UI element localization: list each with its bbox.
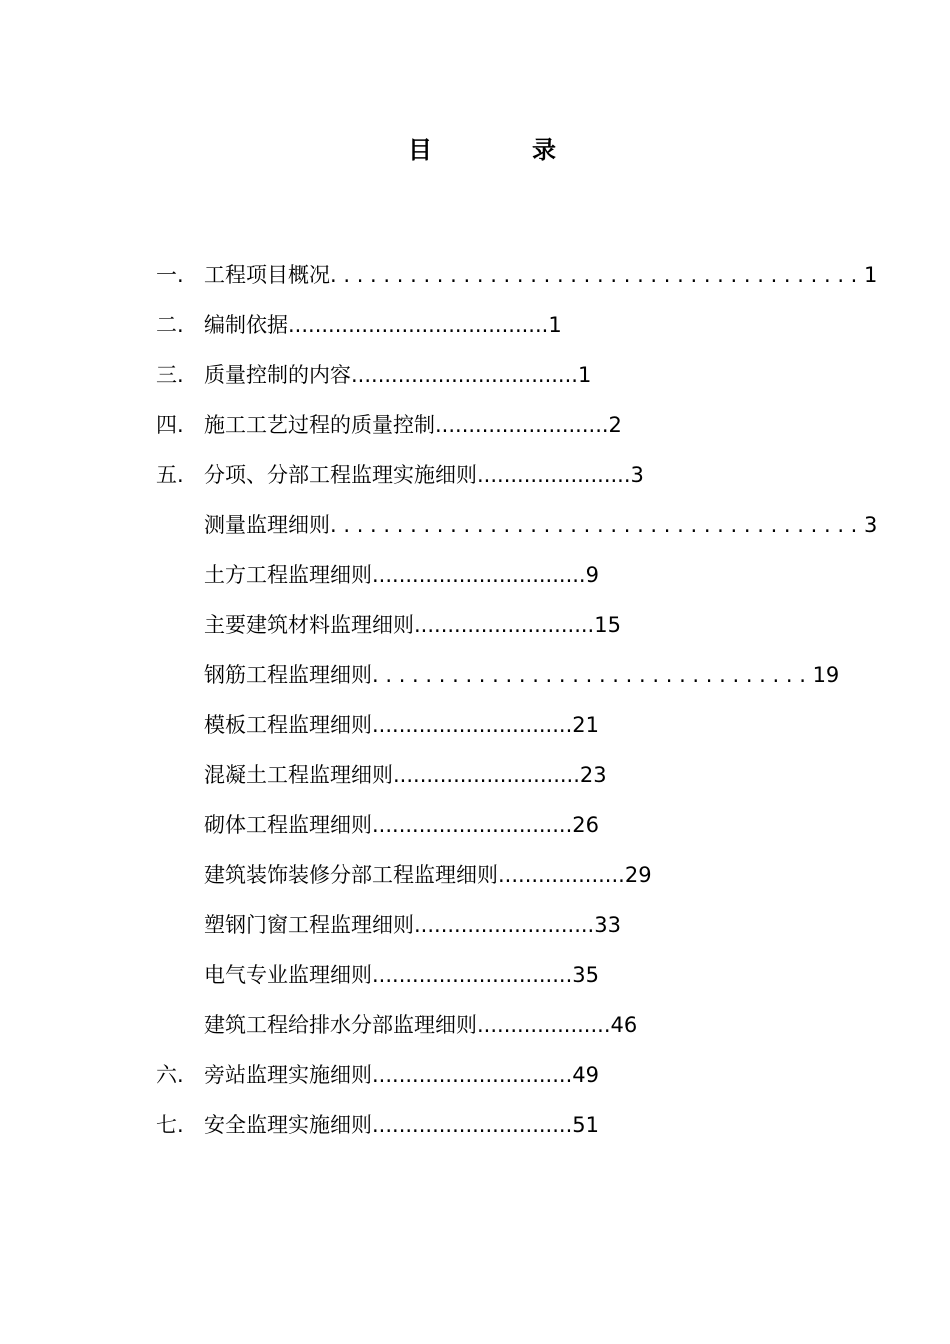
toc-entry-number: 一. [156,263,184,287]
toc-entry-text: 测量监理细则. . . . . . . . . . . . . . . . . . . . . . . . . . . . . . . . . . . . . . . . 3 [204,513,878,537]
toc-entry-number: 三. [156,363,184,387]
toc-entry-text: 工程项目概况. . . . . . . . . . . . . . . . . . . . . . . . . . . . . . . . . . . . . . . . 1 [204,263,878,287]
toc-entry-text: 钢筋工程监理细则. . . . . . . . . . . . . . . . . . . . . . . . . . . . . . . . . 19 [204,663,840,687]
toc-entry-text: 分项、分部工程监理实施细则.......................3 [204,463,644,487]
toc-entry-number: 六. [156,1063,184,1087]
toc-entry-number: 二. [156,313,184,337]
toc-entry-text: 建筑工程给排水分部监理细则....................46 [204,1013,638,1037]
toc-entry-text: 砌体工程监理细则..............................26 [204,813,599,837]
toc-entry-text: 电气专业监理细则..............................35 [204,963,599,987]
toc-entry-text: 土方工程监理细则................................9 [204,563,599,587]
toc-entry-text: 安全监理实施细则..............................51 [204,1113,599,1137]
title-char-2: 录 [532,136,556,164]
toc-entry-text: 模板工程监理细则..............................21 [204,713,599,737]
toc-entry-text: 施工工艺过程的质量控制..........................2 [204,413,622,437]
toc-entry-number: 四. [156,413,184,437]
toc-entry-number: 五. [156,463,184,487]
toc-entry-text: 主要建筑材料监理细则...........................15 [204,613,621,637]
toc-entry-text: 建筑装饰装修分部工程监理细则...................29 [204,863,652,887]
toc-entry-text: 塑钢门窗工程监理细则...........................33 [204,913,621,937]
toc-entry-text: 编制依据.......................................1 [204,313,562,337]
toc-entry-text: 质量控制的内容..................................1 [204,363,592,387]
toc-entry-text: 混凝土工程监理细则............................23 [204,763,607,787]
toc-entry-text: 旁站监理实施细则..............................49 [204,1063,599,1087]
toc-entry-number: 七. [156,1113,184,1137]
title-char-1: 目 [408,136,432,164]
